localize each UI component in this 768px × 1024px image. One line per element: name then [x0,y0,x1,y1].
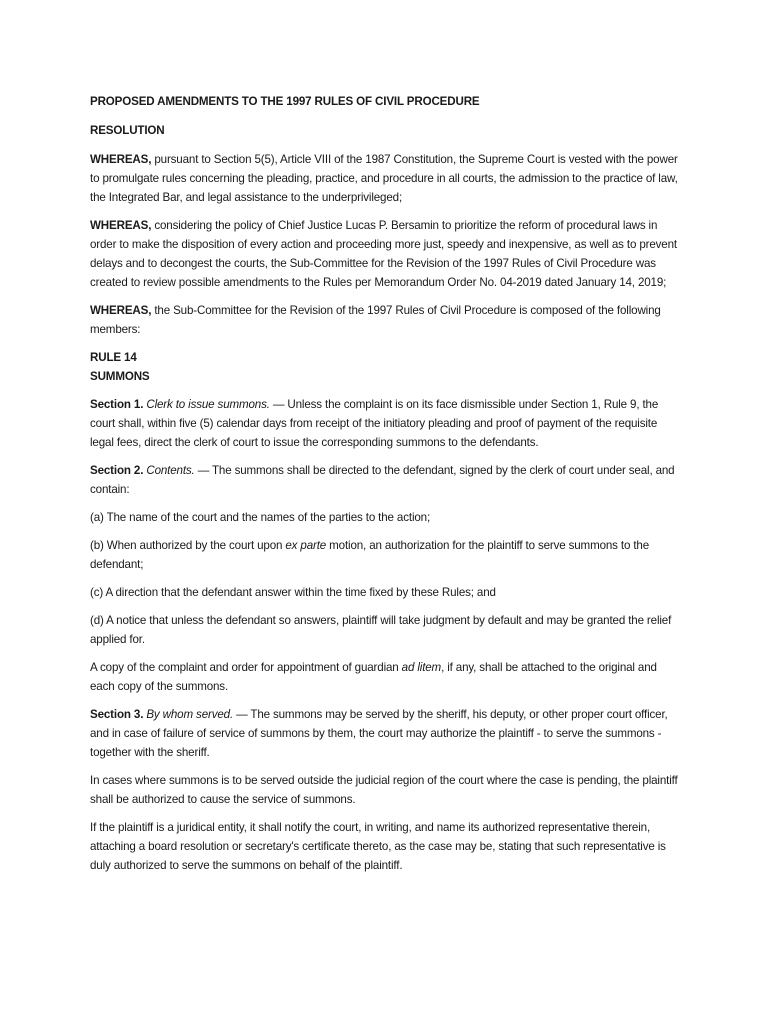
rule-number: RULE 14 [90,351,137,364]
section-2-item-c: (c) A direction that the defendant answer within the time fixed by these Rules; and [90,586,496,599]
rule-name: SUMMONS [90,370,150,383]
section-2 [90,461,680,499]
paragraph-text: , if any, shall be attached to the original and each copy of the summons. [90,661,657,693]
whereas-label: WHEREAS, [90,304,152,317]
section-3-paragraph-2: In cases where summons is to be served outside the judicial region of the court where the case is pending, the plaintiff shall be authorized to cause the service of summons. [90,774,678,806]
section-label: Section 2. [90,464,144,477]
whereas-text: considering the policy of Chief Justice Lucas P. Bersamin to prioritize the reform of procedural laws in order to make the disposition of every action and proceeding more just, speedy and inexpensive, as well as to prevent delays and to decongest the courts, the Sub-Committee for the Revision of the 1997 Rules of Civil Procedure was created to review possible amendments to the Rules per Memorandum Order No. 04-2019 dated January 14, 2019; [90,219,677,289]
document-title: PROPOSED AMENDMENTS TO THE 1997 RULES OF CIVIL PROCEDURE [90,95,480,108]
section-2-item-b [90,536,680,574]
paragraph-text: A copy of the complaint and order for appointment of guardian [90,661,402,674]
resolution-heading: RESOLUTION [90,124,165,137]
whereas-paragraph-1 [90,150,680,207]
section-2-copy-paragraph [90,658,680,696]
whereas-paragraph-2 [90,216,680,292]
section-2-item-d: (d) A notice that unless the defendant so answers, plaintiff will take judgment by default and may be granted the relief applied for. [90,614,672,646]
section-text: — The summons may be served by the sheriff, his deputy, or other proper court officer, and in case of failure of service of summons by them, the court may authorize the plaintiff - to serve the summons - together with the sheriff. [90,708,668,759]
whereas-paragraph-3 [90,301,680,339]
section-text: — The summons shall be directed to the defendant, signed by the clerk of court under seal, and contain: [90,464,675,496]
section-label: Section 3. [90,708,144,721]
section-title: Contents. [146,464,195,477]
section-text: — Unless the complaint is on its face dismissible under Section 1, Rule 9, the court shall, within five (5) calendar days from receipt of the initiatory pleading and proof of payment of the requisite legal fees, direct the clerk of court to issue the corresponding summons to the defendants. [90,398,659,449]
item-text: motion, an authorization for the plaintiff to serve summons to the defendant; [90,539,649,571]
whereas-text: the Sub-Committee for the Revision of the 1997 Rules of Civil Procedure is composed of the following members: [90,304,661,336]
section-title: By whom served. [146,708,234,721]
whereas-label: WHEREAS, [90,219,152,232]
item-text: (b) When authorized by the court upon [90,539,286,552]
section-1 [90,395,680,452]
document-page [90,92,680,884]
section-label: Section 1. [90,398,144,411]
section-title: Clerk to issue summons. [146,398,270,411]
paragraph-italic-term: ad litem [401,661,442,674]
section-3 [90,705,680,762]
whereas-text: pursuant to Section 5(5), Article VIII of the 1987 Constitution, the Supreme Court is vested with the power to promulgate rules concerning the pleading, practice, and procedure in all courts, the admission to the practice of law, the Integrated Bar, and legal assistance to the underprivileged; [90,153,678,204]
section-3-paragraph-3: If the plaintiff is a juridical entity, it shall notify the court, in writing, and name its authorized representative therein, attaching a board resolution or secretary's certificate thereto, as the case may be, stating that such representative is duly authorized to serve the summons on behalf of the plaintiff. [90,821,666,872]
whereas-label: WHEREAS, [90,153,152,166]
section-2-item-a: (a) The name of the court and the names of the parties to the action; [90,511,431,524]
item-italic-term: ex parte [285,539,327,552]
